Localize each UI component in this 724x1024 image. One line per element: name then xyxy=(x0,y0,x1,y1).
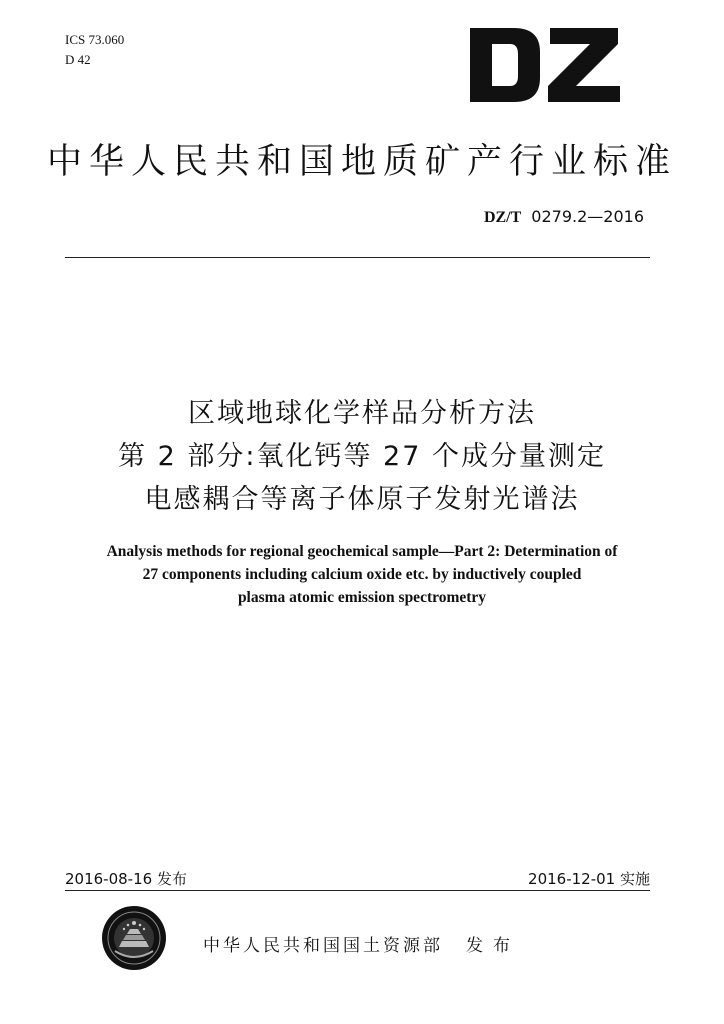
standard-prefix: DZ/T xyxy=(483,209,522,226)
industry-standard-title: 中华人民共和国地质矿产行业标准 xyxy=(46,142,677,182)
header-divider xyxy=(65,257,650,258)
standard-code: 0279.2—2016 xyxy=(531,207,644,226)
dz-logo-icon xyxy=(470,28,620,102)
chinese-title-line-3: 电感耦合等离子体原子发射光谱法 xyxy=(144,484,580,515)
ministry-seal-icon xyxy=(101,905,167,971)
publisher-name: 中华人民共和国国土资源部 xyxy=(203,936,443,956)
english-title-line-3: plasma atomic emission spectrometry xyxy=(237,589,487,606)
dz-logo xyxy=(470,28,620,102)
english-title-line-1: Analysis methods for regional geochemical sample—Part 2: Determination of xyxy=(106,543,618,560)
ccs-code: D 42 xyxy=(65,52,91,67)
chinese-title-line-1: 区域地球化学样品分析方法 xyxy=(188,398,536,429)
chinese-title xyxy=(0,392,724,521)
standard-number xyxy=(484,207,644,227)
issue-date: 2016-08-16 发布 xyxy=(65,870,187,888)
english-title xyxy=(40,540,684,609)
english-title-line-2: 27 components including calcium oxide etc. by inductively coupled xyxy=(142,566,582,583)
chinese-title-line-2: 第 2 部分:氧化钙等 27 个成分量测定 xyxy=(118,441,606,472)
implementation-date: 2016-12-01 实施 xyxy=(528,870,650,888)
footer-divider xyxy=(65,890,650,891)
ics-code: ICS 73.060 xyxy=(65,32,125,47)
classification-codes xyxy=(65,30,124,70)
publish-action: 发布 xyxy=(466,936,520,956)
